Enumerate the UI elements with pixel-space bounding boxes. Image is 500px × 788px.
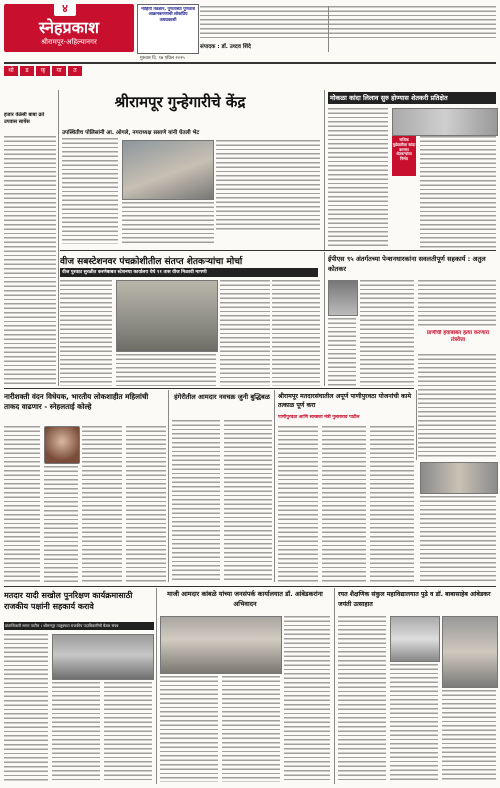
water-body-col2 <box>322 426 366 582</box>
center-mid-body-col1 <box>172 420 220 582</box>
water-subheadline: पाणीपुरवठा आणि स्वच्छता मंत्री गुलाबराव पाटील <box>278 415 360 420</box>
banner-letter: ड <box>20 66 34 76</box>
narishakti-body-col3 <box>82 426 122 582</box>
center-mid-body-col2 <box>224 420 272 582</box>
eps-body-col3 <box>418 354 496 458</box>
tagline-box <box>137 4 199 54</box>
right-column-photo <box>420 462 498 494</box>
banner-letter: या <box>52 66 66 76</box>
rayat-body-col2 <box>390 664 438 782</box>
middle-body-col2 <box>116 354 216 386</box>
voter-list-subheadline: प्रांताधिकारी सागर पाटील । श्रीरामपूर तालुक्यात राजकीय पदाधिकारींची बैठक संपन्न <box>4 622 154 630</box>
middle-body-col1 <box>60 280 112 386</box>
narishakti-headline: नारीशक्ती वंदन विधेयक, भारतीय लोकशाहीत महिलांची ताकद वाढणार - स्नेहलताई कोल्हे <box>4 392 149 411</box>
top-right-body-col2 <box>420 136 496 248</box>
banner-letter: क् <box>36 66 50 76</box>
middle-headline: वीज सबस्टेशनवर पंचक्रोशीतील संतप्त शेतकऱ्यांचा मोर्चा <box>60 257 243 267</box>
narishakti-photo <box>44 426 80 464</box>
ambedkar-office-photo <box>160 616 282 674</box>
top-right-headline: मोकळा कांदा लिलाव सुरु होण्यास शेतकरी प्रतिक्षेत <box>328 92 496 104</box>
top-right-photo-caption: नाशिक मुळेतारीला कांदा करणार शेतकऱ्यांचा निर्णय <box>392 136 416 176</box>
newspaper-city: श्रीरामपूर-अहिल्यानगर <box>41 38 97 46</box>
banner-letter: त <box>68 66 82 76</box>
newspaper-title: स्नेहप्रकाश <box>39 18 99 37</box>
ambedkar-office-body-col1 <box>284 616 330 782</box>
eps-body-col0 <box>328 318 356 386</box>
narishakti-body-col2 <box>44 466 78 582</box>
section-banner <box>4 66 86 76</box>
center-mid-headline: हंगेरीतील आमदार नवचक्र जुनी बुद्धिबळ <box>174 393 270 401</box>
voter-list-photo <box>52 634 154 680</box>
middle-body-col4 <box>272 280 320 386</box>
edition-number: ४ <box>54 2 76 16</box>
eps-body-col2 <box>418 280 496 326</box>
rayat-body-col1 <box>338 616 386 782</box>
tagline-text: माहिती तंत्रज्ञान, पुणतांब्या पुणतांबे आक्रमकपणाची लोकप्रिय तत्वप्रकाशी <box>141 7 195 23</box>
lead-body-col1 <box>4 136 56 386</box>
right-column-body <box>420 496 496 582</box>
editor-credit: संपादक : डॉ. उध्दव शिंदे <box>200 44 251 50</box>
ambedkar-office-headline: माजी आमदार कांबळे यांच्या जनसंपर्क कार्यालयात डॉ. आंबेडकरांना अभिवादन <box>167 590 323 608</box>
middle-photo <box>116 280 218 352</box>
eps-photo <box>328 280 358 316</box>
middle-subheadline: वीज पुरवठा सुरळीत करणेबाबत स्टेशनचा कार्यालय येथे ११ तास वीज मिळावी मागणी <box>60 268 318 277</box>
lead-body-col2 <box>62 138 118 244</box>
banner-letter: थो <box>4 66 18 76</box>
rayat-photo-2 <box>442 616 498 688</box>
top-right-body-col1 <box>328 108 388 248</box>
voter-list-body-col1 <box>4 634 48 782</box>
narishakti-body-col1 <box>4 426 40 582</box>
middle-body-col3 <box>220 280 270 386</box>
voter-list-headline: मतदार यादी सखोल पुनरिक्षण कार्यक्रमासाठी राजकीय पक्षांनी सहकार्य करावे <box>4 591 133 611</box>
rayat-photo <box>390 616 440 662</box>
water-body-col1 <box>278 426 318 582</box>
lead-body-col4 <box>122 202 214 244</box>
lead-body-col3 <box>216 140 320 232</box>
narishakti-body-col4 <box>126 426 166 582</box>
voter-list-body-col2 <box>52 682 100 782</box>
top-right-photo <box>392 108 498 136</box>
rayat-body-col3 <box>442 690 496 782</box>
rayat-headline: रयत शैक्षणिक संकुल महाविद्यालयात पुढे व डॉ. बाबासाहेब आंबेडकर जयंती उत्साहात <box>338 591 491 608</box>
voter-list-body-col3 <box>104 682 152 782</box>
ambedkar-office-body-col2 <box>160 676 218 782</box>
ambedkar-office-body-col3 <box>222 676 280 782</box>
masthead-notice <box>200 6 496 40</box>
masthead <box>4 4 134 52</box>
lead-headline: श्रीरामपूर गुन्हेगारीचे केंद्र <box>114 93 246 111</box>
lead-photo <box>122 140 214 200</box>
eps-side-headline: प्राणीची हवांबाबत हत्या करणारा तंत्रवेत्ता <box>426 330 490 343</box>
water-body-col3 <box>370 426 414 582</box>
water-headline: श्रीरामपूर मतदारसंघातील अपूर्ण पाणीपुरवठा योजनांची कामे तत्काळ पूर्ण करा <box>278 393 412 409</box>
lead-subheadline: उपस्थितीच पोलिसांनी आ. ओगले, नगराध्यक्ष ससाणे यांनी घेतली भेट <box>62 130 200 136</box>
eps-body-col1 <box>360 280 414 386</box>
date-line: गुरुवार दि. १७ एप्रिल २०२५ <box>140 56 185 61</box>
lead-side-headline: हजार वेळेसी बाबा व्रते उपवास सायेंस <box>4 112 45 125</box>
eps-headline: ईपीएस ९५ अंतर्गतच्या पेन्शनधारकांना सवलतीपूर्ण सहकार्य : अतुल कोतकर <box>328 255 486 273</box>
